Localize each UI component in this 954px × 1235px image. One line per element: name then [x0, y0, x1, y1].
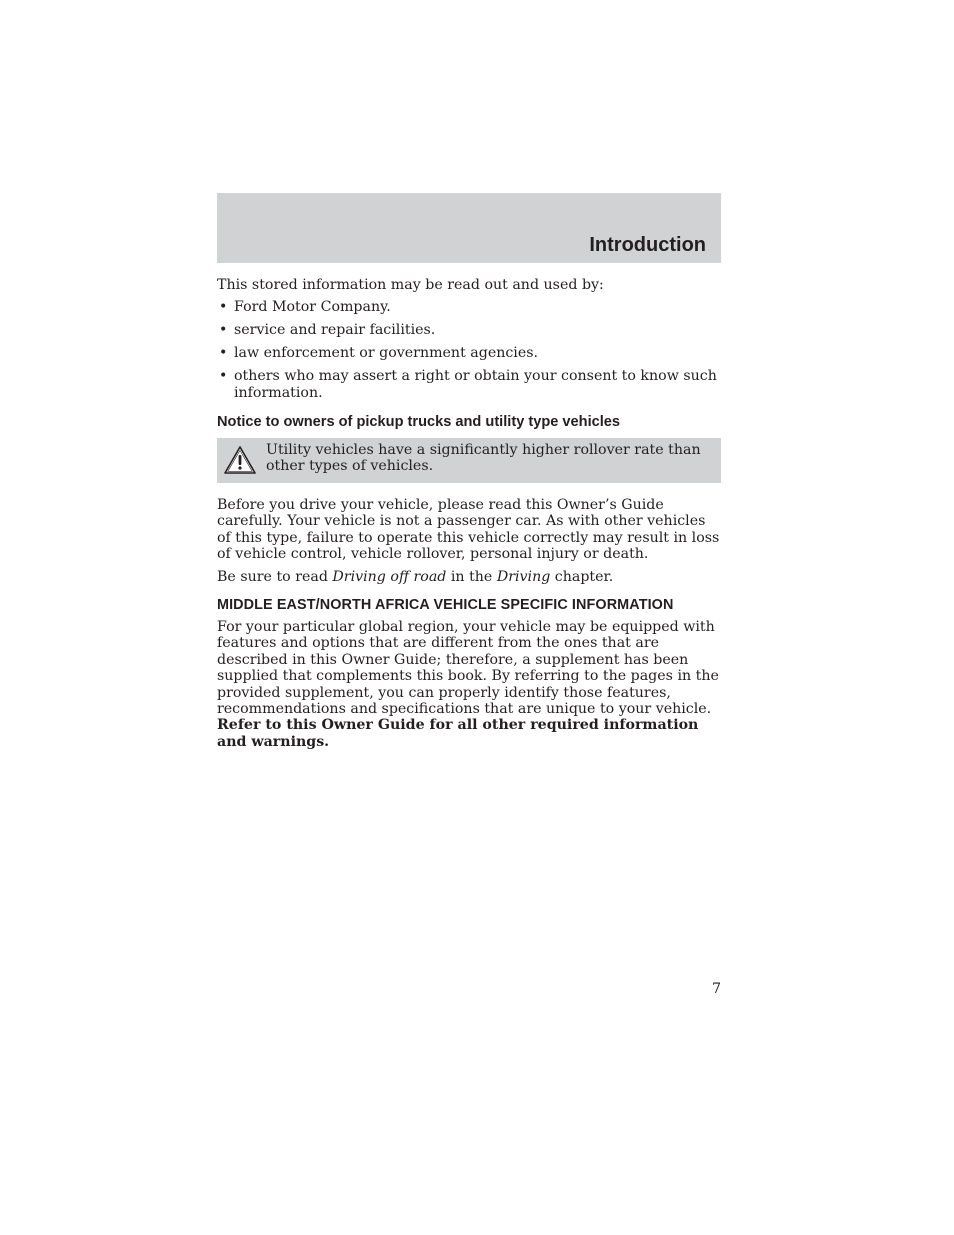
read-ref-middle: in the — [446, 568, 497, 585]
notice-heading: Notice to owners of pickup trucks and utility type vehicles — [217, 413, 621, 430]
page-number: 7 — [711, 981, 721, 997]
mena-bold-text: Refer to this Owner Guide for all other required information and warnings. — [217, 717, 699, 750]
bullet-list — [217, 299, 721, 401]
mena-paragraph — [217, 619, 721, 750]
list-item-text: Ford Motor Company. — [234, 299, 391, 316]
warning-triangle-icon — [223, 445, 257, 475]
list-item — [217, 345, 721, 361]
bullet-icon: • — [219, 368, 228, 385]
intro-paragraph: This stored information may be read out and used by: — [217, 277, 604, 293]
read-ref-section: Driving off road — [332, 568, 447, 585]
bullet-icon: • — [219, 322, 228, 339]
bullet-icon: • — [219, 345, 228, 362]
page-content — [217, 193, 721, 750]
header-band — [217, 193, 721, 263]
list-item — [217, 368, 721, 401]
list-item — [217, 322, 721, 338]
list-item-text: service and repair facilities. — [234, 322, 436, 339]
mena-heading: MIDDLE EAST/NORTH AFRICA VEHICLE SPECIFIC INFORMATION — [217, 596, 674, 613]
read-ref-chapter: Driving — [496, 568, 551, 585]
read-ref-suffix: chapter. — [550, 568, 614, 585]
list-item-text: law enforcement or government agencies. — [234, 345, 539, 362]
list-item — [217, 299, 721, 315]
list-item-text: others who may assert a right or obtain your consent to know such information. — [234, 368, 717, 401]
read-reference-paragraph — [217, 569, 721, 585]
warning-text: Utility vehicles have a significantly higher rollover rate than other types of vehicles. — [266, 441, 701, 475]
bullet-icon: • — [219, 299, 228, 316]
read-ref-prefix: Be sure to read — [217, 568, 333, 585]
before-drive-paragraph: Before you drive your vehicle, please read this Owner’s Guide carefully. Your vehicle is not a passenger car. As with other vehicles of this type, failure to operate this vehicle correctly may result in loss of vehicle control, vehicle rollover, personal injury or death. — [217, 496, 720, 563]
page-title: Introduction — [589, 234, 706, 256]
warning-box — [217, 438, 721, 483]
mena-text: For your particular global region, your vehicle may be equipped with features and options that are different from the ones that are described in this Owner Guide; therefore, a supplement has been supplied that complements this book. By referring to the pages in the provided supplement, you can properly identify those features, recommendations and specifications that are unique to your vehicle. — [217, 618, 719, 717]
